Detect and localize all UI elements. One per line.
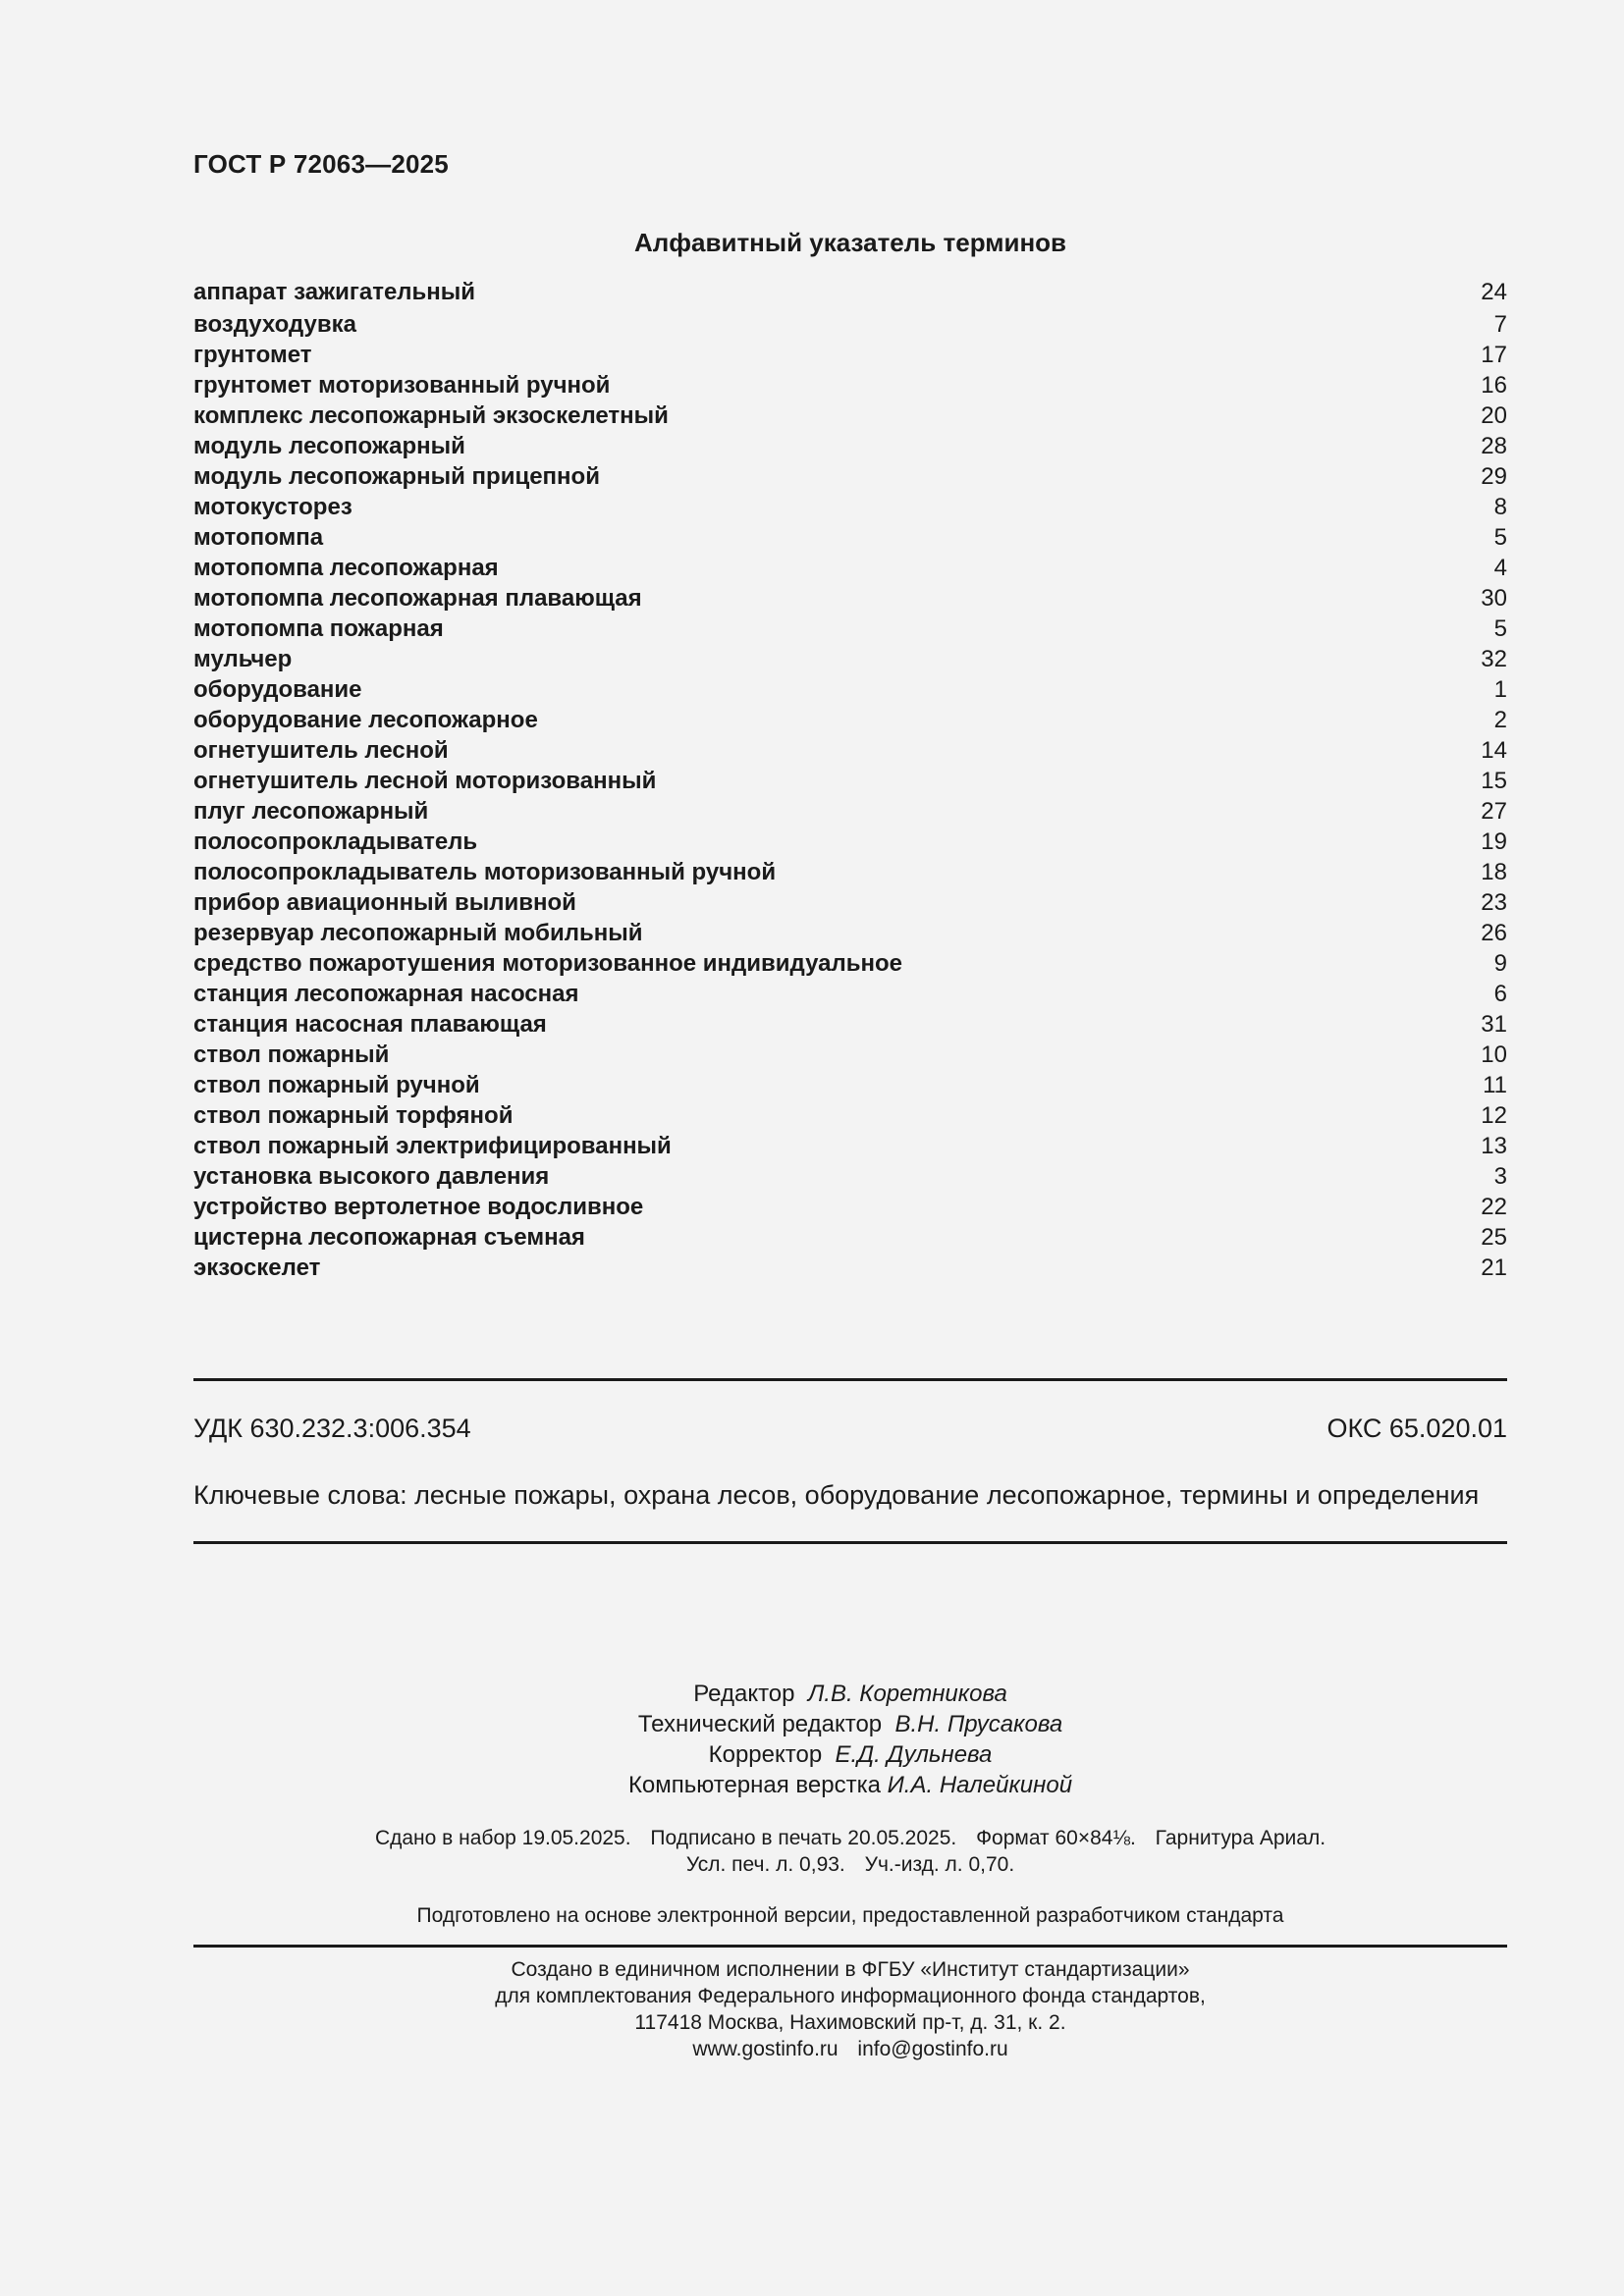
submitted-date: Сдано в набор 19.05.2025. <box>374 1827 631 1849</box>
index-term: огнетушитель лесной <box>193 737 449 764</box>
index-row <box>193 1102 1507 1133</box>
index-term: станция насосная плавающая <box>193 1011 547 1038</box>
index-row <box>193 342 1507 372</box>
credit-name: И.А. Налейкиной <box>887 1772 1073 1798</box>
index-row <box>193 859 1507 889</box>
index-page-number: 18 <box>1481 859 1507 885</box>
index-page-number: 31 <box>1481 1011 1507 1038</box>
index-row <box>193 615 1507 646</box>
index-row <box>193 372 1507 402</box>
publishing-sheets: Уч.-изд. л. 0,70. <box>864 1853 1015 1876</box>
index-row <box>193 1011 1507 1041</box>
index-term: станция лесопожарная насосная <box>193 981 579 1007</box>
index-term: ствол пожарный электрифицированный <box>193 1133 672 1159</box>
index-term: грунтомет <box>193 342 312 368</box>
udk-code: УДК 630.232.3:006.354 <box>193 1414 471 1443</box>
credit-line <box>193 1770 1507 1800</box>
index-page-number: 2 <box>1493 707 1507 733</box>
index-page-number: 5 <box>1493 524 1507 551</box>
index-term: резервуар лесопожарный мобильный <box>193 920 643 946</box>
publisher-line-1: Создано в единичном исполнении в ФГБУ «Институт стандартизации» <box>511 1958 1190 1981</box>
index-term: мотопомпа пожарная <box>193 615 444 642</box>
credit-name: В.Н. Прусакова <box>894 1711 1063 1737</box>
divider-top <box>193 1378 1507 1381</box>
index-row <box>193 676 1507 707</box>
publisher-line-2: для комплектования Федерального информационного фонда стандартов, <box>495 1985 1206 2007</box>
index-page-number: 16 <box>1481 372 1507 399</box>
index-row <box>193 1255 1507 1285</box>
index-term: мотокусторез <box>193 494 352 520</box>
index-page-number: 22 <box>1481 1194 1507 1220</box>
credit-role: Технический редактор <box>637 1711 883 1737</box>
index-row <box>193 646 1507 676</box>
index-term: мульчер <box>193 646 293 672</box>
prepared-note: Подготовлено на основе электронной версии, предоставленной разработчиком стандарта <box>416 1904 1284 1927</box>
credit-line <box>193 1709 1507 1739</box>
index-page-number: 10 <box>1481 1041 1507 1068</box>
index-row <box>193 1194 1507 1224</box>
index-row <box>193 311 1507 342</box>
index-page-number: 20 <box>1481 402 1507 429</box>
index-row <box>193 494 1507 524</box>
credit-line <box>193 1679 1507 1709</box>
index-row <box>193 1041 1507 1072</box>
keywords: Ключевые слова: лесные пожары, охрана лесов, оборудование лесопожарное, термины и определения <box>193 1480 1480 1510</box>
print-info-line-2 <box>193 1851 1507 1878</box>
index-row <box>193 524 1507 555</box>
index-row <box>193 798 1507 828</box>
index-page-number: 26 <box>1481 920 1507 946</box>
index-page-number: 15 <box>1481 768 1507 794</box>
index-term: установка высокого давления <box>193 1163 550 1190</box>
index-term: воздуходувка <box>193 311 356 338</box>
credits-block <box>193 1679 1507 1800</box>
index-page-number: 30 <box>1481 585 1507 612</box>
credit-role: Редактор <box>693 1681 795 1707</box>
index-page-number: 27 <box>1481 798 1507 825</box>
index-page-number: 8 <box>1493 494 1507 520</box>
index-page-number: 6 <box>1493 981 1507 1007</box>
index-page-number: 7 <box>1493 311 1507 338</box>
index-row <box>193 707 1507 737</box>
index-term: полосопрокладыватель <box>193 828 478 855</box>
index-term: устройство вертолетное водосливное <box>193 1194 644 1220</box>
index-page-number: 9 <box>1493 950 1507 977</box>
print-info <box>193 1825 1507 1878</box>
index-term: плуг лесопожарный <box>193 798 429 825</box>
index-row <box>193 1072 1507 1102</box>
credit-role: Компьютерная верстка <box>627 1772 881 1798</box>
index-row <box>193 402 1507 433</box>
index-row <box>193 585 1507 615</box>
divider-publisher <box>193 1945 1507 1948</box>
index-row <box>193 981 1507 1011</box>
index-page-number: 1 <box>1493 676 1507 703</box>
index-page-number: 25 <box>1481 1224 1507 1251</box>
email-link[interactable]: info@gostinfo.ru <box>857 2038 1008 2060</box>
index-term: модуль лесопожарный <box>193 433 465 459</box>
website-link[interactable]: www.gostinfo.ru <box>692 2038 839 2060</box>
index-row <box>193 555 1507 585</box>
typeface: Гарнитура Ариал. <box>1155 1827 1326 1849</box>
index-page-number: 21 <box>1481 1255 1507 1281</box>
index-term: оборудование <box>193 676 362 703</box>
index-term: мотопомпа лесопожарная <box>193 555 499 581</box>
index-page-number: 19 <box>1481 828 1507 855</box>
credit-name: Л.В. Коретникова <box>807 1681 1007 1707</box>
credit-name: Е.Д. Дульнева <box>835 1741 993 1768</box>
index-term: полосопрокладыватель моторизованный ручной <box>193 859 777 885</box>
index-row <box>193 1163 1507 1194</box>
index-row <box>193 768 1507 798</box>
index-term: модуль лесопожарный прицепной <box>193 463 600 490</box>
index-page-number: 3 <box>1493 1163 1507 1190</box>
print-sheets: Усл. печ. л. 0,93. <box>685 1853 845 1876</box>
index-term: ствол пожарный ручной <box>193 1072 480 1098</box>
index-row <box>193 828 1507 859</box>
index-page-number: 28 <box>1481 433 1507 459</box>
print-info-line-1 <box>193 1825 1507 1851</box>
index-row <box>193 889 1507 920</box>
index-term: цистерна лесопожарная съемная <box>193 1224 585 1251</box>
oks-code: ОКС 65.020.01 <box>1326 1414 1507 1443</box>
index-term: прибор авиационный выливной <box>193 889 576 916</box>
index-term: грунтомет моторизованный ручной <box>193 372 611 399</box>
credit-line <box>193 1739 1507 1770</box>
index-row <box>193 279 1507 311</box>
index-page-number: 11 <box>1483 1072 1507 1098</box>
index-term: мотопомпа лесопожарная плавающая <box>193 585 642 612</box>
paper-format: Формат 60×84⅛. <box>976 1827 1136 1849</box>
signed-date: Подписано в печать 20.05.2025. <box>650 1827 957 1849</box>
document-code: ГОСТ Р 72063—2025 <box>193 149 449 179</box>
publisher-contacts <box>193 2036 1507 2062</box>
index-term: ствол пожарный торфяной <box>193 1102 514 1129</box>
index-term: мотопомпа <box>193 524 324 551</box>
classification-row <box>193 1414 1507 1444</box>
index-page-number: 4 <box>1493 555 1507 581</box>
index-row <box>193 950 1507 981</box>
index-title: Алфавитный указатель терминов <box>633 228 1067 257</box>
index-term: экзоскелет <box>193 1255 321 1281</box>
index-term: ствол пожарный <box>193 1041 390 1068</box>
index-row <box>193 737 1507 768</box>
index-page-number: 24 <box>1481 279 1507 305</box>
index-row <box>193 1224 1507 1255</box>
index-term: аппарат зажигательный <box>193 279 476 305</box>
term-index-list <box>193 279 1507 1285</box>
index-page-number: 32 <box>1481 646 1507 672</box>
index-page-number: 14 <box>1481 737 1507 764</box>
index-row <box>193 433 1507 463</box>
publisher-info <box>193 1956 1507 2062</box>
index-term: оборудование лесопожарное <box>193 707 538 733</box>
credit-role: Корректор <box>708 1741 823 1768</box>
index-page-number: 17 <box>1481 342 1507 368</box>
index-row <box>193 920 1507 950</box>
index-page-number: 23 <box>1481 889 1507 916</box>
index-row <box>193 1133 1507 1163</box>
index-page-number: 29 <box>1481 463 1507 490</box>
index-term: огнетушитель лесной моторизованный <box>193 768 657 794</box>
index-term: комплекс лесопожарный экзоскелетный <box>193 402 669 429</box>
index-page-number: 13 <box>1481 1133 1507 1159</box>
index-row <box>193 463 1507 494</box>
index-term: средство пожаротушения моторизованное индивидуальное <box>193 950 902 977</box>
divider-bottom <box>193 1541 1507 1544</box>
publisher-address: 117418 Москва, Нахимовский пр-т, д. 31, к. 2. <box>634 2011 1066 2034</box>
index-page-number: 5 <box>1493 615 1507 642</box>
index-page-number: 12 <box>1481 1102 1507 1129</box>
